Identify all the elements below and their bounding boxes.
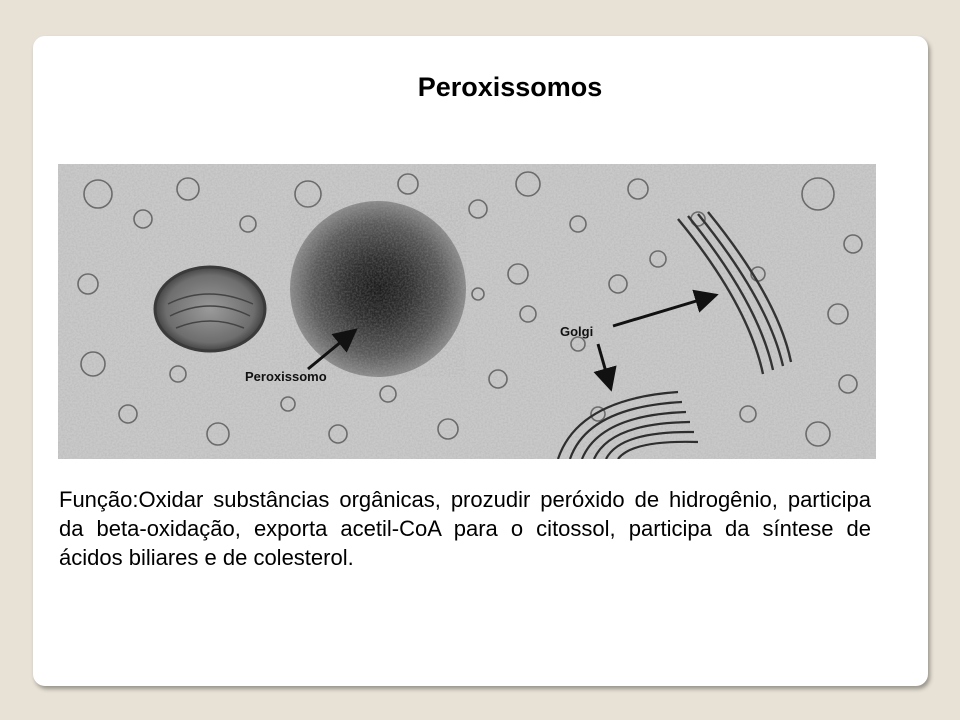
label-peroxisome: Peroxissomo [245, 369, 327, 384]
micrograph-svg [58, 164, 876, 459]
electron-micrograph [58, 164, 876, 459]
mitochondrion-organelle [155, 267, 265, 351]
function-description: Função:Oxidar substâncias orgânicas, prozudir peróxido de hidrogênio, participa da beta-oxidação, exporta acetil-CoA para o citossol, participa da síntese de ácidos biliares e de colesterol. [59, 487, 871, 570]
label-golgi: Golgi [560, 324, 594, 339]
slide-title: Peroxissomos [417, 72, 603, 102]
